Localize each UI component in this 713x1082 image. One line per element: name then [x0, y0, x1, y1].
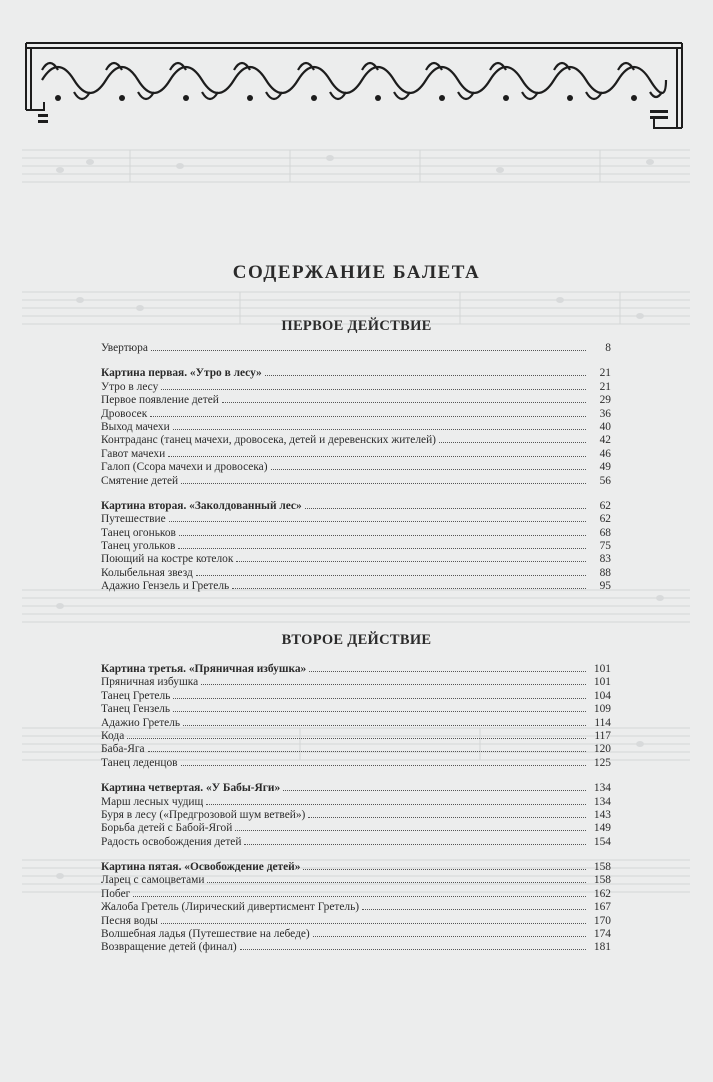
- page-number: 42: [599, 434, 611, 447]
- toc-entry-row: [101, 900, 611, 913]
- toc-entry-row: [101, 675, 611, 688]
- scene-heading-label: Картина пятая. «Освобождение детей»: [101, 861, 301, 874]
- toc-entry-row: [101, 566, 611, 579]
- page-number: 46: [599, 447, 611, 460]
- group-spacer: [101, 848, 611, 860]
- dot-leader: [232, 579, 586, 589]
- toc-entry-label: Марш лесных чудищ: [101, 795, 204, 808]
- page-number: 21: [599, 367, 611, 380]
- page-number: 104: [593, 689, 611, 702]
- toc-entry-row: [101, 420, 611, 433]
- toc-entry-label: Колыбельная звезд: [101, 566, 193, 579]
- toc-entry-label: Баба-Яга: [101, 743, 145, 756]
- toc-entry-row: [101, 552, 611, 565]
- scene-heading-label: Картина первая. «Утро в лесу»: [101, 367, 262, 380]
- page-number: 88: [599, 566, 611, 579]
- dot-leader: [265, 366, 586, 376]
- dot-leader: [179, 526, 586, 536]
- page-number: 62: [599, 499, 611, 512]
- dot-leader: [244, 835, 586, 845]
- dot-leader: [173, 702, 586, 712]
- page-number: 120: [593, 743, 611, 756]
- dot-leader: [127, 729, 586, 739]
- toc-entry-row: [101, 821, 611, 834]
- toc-entry-row: [101, 835, 611, 848]
- toc-entry-label: Песня воды: [101, 914, 158, 927]
- dot-leader: [305, 499, 586, 509]
- dot-leader: [439, 433, 586, 443]
- act-title: ВТОРОЕ ДЕЙСТВИЕ: [281, 632, 432, 648]
- dot-leader: [148, 742, 586, 752]
- dot-leader: [151, 341, 586, 351]
- scene-heading-label: Картина вторая. «Заколдованный лес»: [101, 499, 302, 512]
- group-spacer: [101, 769, 611, 781]
- group-spacer: [101, 354, 611, 366]
- toc-entry-label: Гавот мачехи: [101, 447, 166, 460]
- group-spacer: [101, 487, 611, 499]
- toc-entry-label: Дровосек: [101, 407, 148, 420]
- page-number: 154: [593, 835, 611, 848]
- toc-entry-label: Смятение детей: [101, 474, 179, 487]
- page-number: 170: [593, 914, 611, 927]
- toc-entry-row: [101, 702, 611, 715]
- toc-entry-row: [101, 433, 611, 446]
- page-number: 125: [593, 756, 611, 769]
- toc-entry-row: [101, 940, 611, 953]
- page-number: 68: [599, 526, 611, 539]
- page-number: 21: [599, 380, 611, 393]
- dot-leader: [173, 689, 586, 699]
- dot-leader: [178, 539, 586, 549]
- toc-entry-label: Ларец с самоцветами: [101, 874, 205, 887]
- toc-entry-row: [101, 795, 611, 808]
- toc-entry-row: [101, 407, 611, 420]
- dot-leader: [222, 393, 586, 403]
- dot-leader: [240, 940, 586, 950]
- page-number: 40: [599, 420, 611, 433]
- scene-heading-row: [101, 366, 611, 379]
- toc-entry-label: Танец Гензель: [101, 703, 171, 716]
- ornamental-border-header: [24, 40, 684, 132]
- toc-entry-row: [101, 539, 611, 552]
- dot-leader: [161, 914, 586, 924]
- scene-heading-label: Картина четвертая. «У Бабы-Яги»: [101, 782, 281, 795]
- page-number: 149: [593, 822, 611, 835]
- toc-entry-row: [101, 341, 611, 354]
- toc-entry-label: Побег: [101, 887, 131, 900]
- page-number: 95: [599, 580, 611, 593]
- toc-entry-label: Пряничная избушка: [101, 676, 199, 689]
- scene-heading-row: [101, 781, 611, 794]
- toc-entry-row: [101, 460, 611, 473]
- toc-entry-label: Контраданс (танец мачехи, дровосека, детей и деревенских жителей): [101, 434, 436, 447]
- toc-entry-row: [101, 729, 611, 742]
- page-number: 62: [599, 513, 611, 526]
- scene-heading-row: [101, 499, 611, 512]
- dot-leader: [173, 420, 586, 430]
- page-number: 158: [593, 861, 611, 874]
- table-of-contents-act-1: [101, 341, 611, 593]
- page-number: 56: [599, 474, 611, 487]
- page-number: 109: [593, 703, 611, 716]
- page-number: 101: [593, 663, 611, 675]
- toc-entry-label: Радость освобождения детей: [101, 835, 242, 848]
- toc-entry-label: Танец леденцов: [101, 756, 178, 769]
- page-number: 117: [594, 729, 611, 742]
- toc-entry-label: Танец Гретель: [101, 689, 171, 702]
- toc-entry-label: Танец огоньков: [101, 526, 176, 539]
- page-number: 162: [593, 887, 611, 900]
- page-number: 158: [593, 874, 611, 887]
- toc-entry-row: [101, 742, 611, 755]
- toc-entry-row: [101, 808, 611, 821]
- toc-entry-row: [101, 447, 611, 460]
- dot-leader: [362, 900, 586, 910]
- page-number: 36: [599, 407, 611, 420]
- toc-entry-row: [101, 756, 611, 769]
- dot-leader: [196, 566, 586, 576]
- toc-entry-label: Волшебная ладья (Путешествие на лебеде): [101, 928, 310, 941]
- toc-entry-label: Увертюра: [101, 342, 148, 354]
- toc-entry-label: Утро в лесу: [101, 380, 159, 393]
- toc-entry-row: [101, 914, 611, 927]
- dot-leader: [201, 675, 586, 685]
- toc-entry-label: Танец угольков: [101, 540, 176, 553]
- dot-leader: [313, 927, 586, 937]
- dot-leader: [150, 407, 586, 417]
- page-number: 49: [599, 461, 611, 474]
- toc-entry-row: [101, 887, 611, 900]
- toc-entry-label: Буря в лесу («Предгрозовой шум ветвей»): [101, 808, 306, 821]
- page-number: 143: [593, 808, 611, 821]
- toc-entry-label: Первое появление детей: [101, 394, 219, 407]
- page-number: 8: [605, 342, 611, 354]
- page-number: 83: [599, 553, 611, 566]
- page-number: 181: [593, 941, 611, 954]
- dot-leader: [183, 716, 586, 726]
- dot-leader: [133, 887, 586, 897]
- page-number: 75: [599, 540, 611, 553]
- page-number: 167: [593, 901, 611, 914]
- page-number: 29: [599, 394, 611, 407]
- toc-entry-row: [101, 512, 611, 525]
- toc-entry-row: [101, 873, 611, 886]
- toc-entry-row: [101, 689, 611, 702]
- dot-leader: [168, 447, 586, 457]
- dot-leader: [236, 552, 586, 562]
- toc-entry-label: Галоп (Ссора мачехи и дровосека): [101, 461, 268, 474]
- toc-entry-row: [101, 474, 611, 487]
- toc-entry-label: Выход мачехи: [101, 420, 170, 433]
- toc-entry-label: Путешествие: [101, 513, 166, 526]
- dot-leader: [207, 873, 586, 883]
- toc-entry-row: [101, 393, 611, 406]
- dot-leader: [309, 662, 586, 672]
- page-number: 174: [593, 928, 611, 941]
- page-title: СОДЕРЖАНИЕ БАЛЕТА: [232, 262, 481, 283]
- toc-entry-row: [101, 927, 611, 940]
- dot-leader: [169, 512, 586, 522]
- scene-heading-row: [101, 860, 611, 873]
- dot-leader: [161, 380, 586, 390]
- toc-entry-label: Адажио Гретель: [101, 716, 181, 729]
- toc-entry-label: Жалоба Гретель (Лирический дивертисмент Гретель): [101, 901, 360, 914]
- dot-leader: [283, 781, 586, 791]
- toc-entry-label: Возвращение детей (финал): [101, 941, 237, 954]
- dot-leader: [308, 808, 586, 818]
- dot-leader: [271, 460, 586, 470]
- toc-entry-row: [101, 716, 611, 729]
- page-number: 114: [594, 716, 611, 729]
- page-number: 101: [593, 676, 611, 689]
- toc-entry-label: Адажио Гензель и Гретель: [101, 580, 230, 593]
- table-of-contents-act-2: [101, 662, 611, 954]
- toc-entry-label: Кода: [101, 729, 125, 742]
- page-number: 134: [593, 782, 611, 795]
- dot-leader: [303, 860, 586, 870]
- page-number: 134: [593, 795, 611, 808]
- toc-entry-row: [101, 526, 611, 539]
- scene-heading-label: Картина третья. «Пряничная избушка»: [101, 663, 307, 675]
- dot-leader: [181, 756, 586, 766]
- toc-entry-label: Поющий на костре котелок: [101, 553, 234, 566]
- toc-entry-label: Борьба детей с Бабой-Ягой: [101, 822, 233, 835]
- toc-entry-row: [101, 380, 611, 393]
- dot-leader: [181, 474, 586, 484]
- scene-heading-row: [101, 662, 611, 675]
- dot-leader: [206, 795, 586, 805]
- dot-leader: [235, 821, 586, 831]
- act-title: ПЕРВОЕ ДЕЙСТВИЕ: [281, 318, 432, 334]
- toc-entry-row: [101, 579, 611, 592]
